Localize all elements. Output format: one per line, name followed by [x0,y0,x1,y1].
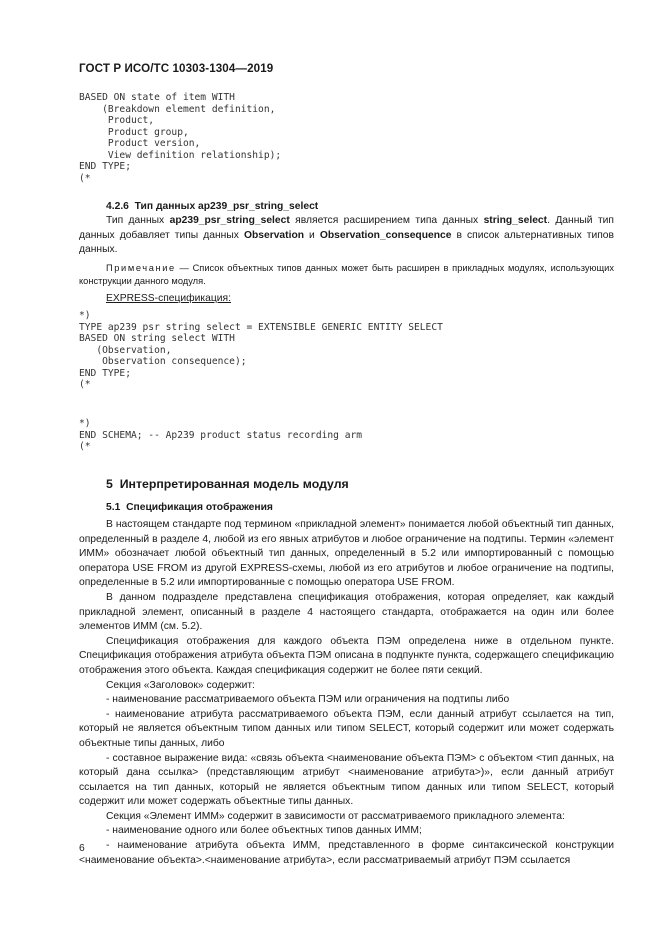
list-item: - наименование атрибута рассматриваемого объекта ПЭМ, если данный атрибут ссылается на тип, который не является объектным типом данных или типом SELECT, который содержит или может содержать объектные типы данных, либо [79,708,614,749]
text-run: . Данный тип данных добавляет типы данных [79,215,614,241]
list-item: - наименование атрибута объекта ИММ, представленного в форме синтаксической конструкции <наименование объекта>.<наименование атрибута>, если рассматриваемый атрибут ПЭМ ссылается [79,840,614,866]
note-text: — Список объектных типов данных может быть расширен в прикладных модулях, использующих конструкции данного модуля. [79,263,614,287]
text-run: и [304,229,320,241]
section-title: Спецификация отображения [126,502,273,513]
document-header: ГОСТ Р ИСО/ТС 10303-1304—2019 [79,62,274,75]
express-spec-label [79,292,614,307]
section-5-1-body [79,518,614,868]
section-number: 5.1 [106,502,121,513]
list-item: - наименование рассматриваемого объекта ПЭМ или ограничения на подтипы либо [106,694,510,706]
express-code-block-1: BASED ON state of item WITH (Breakdown element definition, Product, Product group, Product version, View definition relationship); END TYPE; (* [79,92,282,184]
section-title: Тип данных ap239_psr_string_select [134,201,319,212]
body-paragraph: Спецификация отображения для каждого объекта ПЭМ определена ниже в отдельном пункте. Спецификация отображения атрибута объекта ПЭМ описана в подпункте пункта, содержащего спецификацию отображения этого объекта. Каждая спецификация содержит не более пяти секций. [79,635,614,676]
text-run: является расширением типа данных [289,215,484,226]
section-title: Интерпретированная модель модуля [119,477,349,491]
text-run: Тип данных [106,215,170,226]
note-label: Примечание [106,263,176,273]
list-item: - составное выражение вида: «связь объекта <наименование объекта ПЭМ> с объектом <тип данных, на который дана ссылка> (представляющим атрибут <наименование атрибута>)», если данный атрибут ссылается на тип данных, который не является объектным типом данных или типом SELECT, который содержит или может содержать объектные типы данных. [79,752,614,808]
note-paragraph [79,262,614,288]
section-5-1-heading [106,502,273,513]
page-number: 6 [79,843,85,854]
type-name: Observation_consequence [319,229,452,241]
express-spec-text: EXPRESS-спецификация: [106,293,231,304]
body-paragraph: Секция «Заголовок» содержит: [106,679,255,691]
section-number: 5 [106,477,113,491]
section-number: 4.2.6 [106,201,129,212]
body-paragraph: В данном подразделе представлена спецификация отображения, которая определяет, как каждый прикладной элемент, описанный в разделе 4 настоящего стандарта, отображается на один или более элементов ИММ (см. 5.2). [79,591,614,633]
type-name: string_select [483,215,548,226]
section-5-heading [106,477,349,491]
body-paragraph: Секция «Элемент ИММ» содержит в зависимости от рассматриваемого прикладного элемента: [106,810,565,822]
express-code-block-2: *) TYPE ap239 psr string select = EXTENSIBLE GENERIC ENTITY SELECT BASED ON string select WITH (Observation, Observation consequence); END TYPE; (* [79,310,443,390]
type-name: Observation [243,229,305,241]
text-run: в список альтернативных типов данных. [79,229,615,256]
list-item: - наименование одного или более объектных типов данных ИММ; [106,825,422,837]
express-code-block-3: *) END SCHEMA; -- Ap239 product status recording arm (* [79,418,363,452]
section-4-2-6-paragraph [79,214,614,258]
section-4-2-6-heading [106,201,318,212]
type-name: ap239_psr_string_select [169,215,290,226]
body-paragraph: В настоящем стандарте под термином «прикладной элемент» понимается любой объектный тип данных, определенный в разделе 4, любой из его явных атрибутов и любое ограничение на подтипы. Термин «элемент ИММ» обозначает любой объектный тип данных, определенный в 5.2 или импортированный с помощью оператора USE FROM из другой EXPRESS-схемы, любой из его атрибутов и любое ограничение на подтипы, определенные в 5.2 или импортированные с помощью оператора USE FROM. [79,519,614,589]
